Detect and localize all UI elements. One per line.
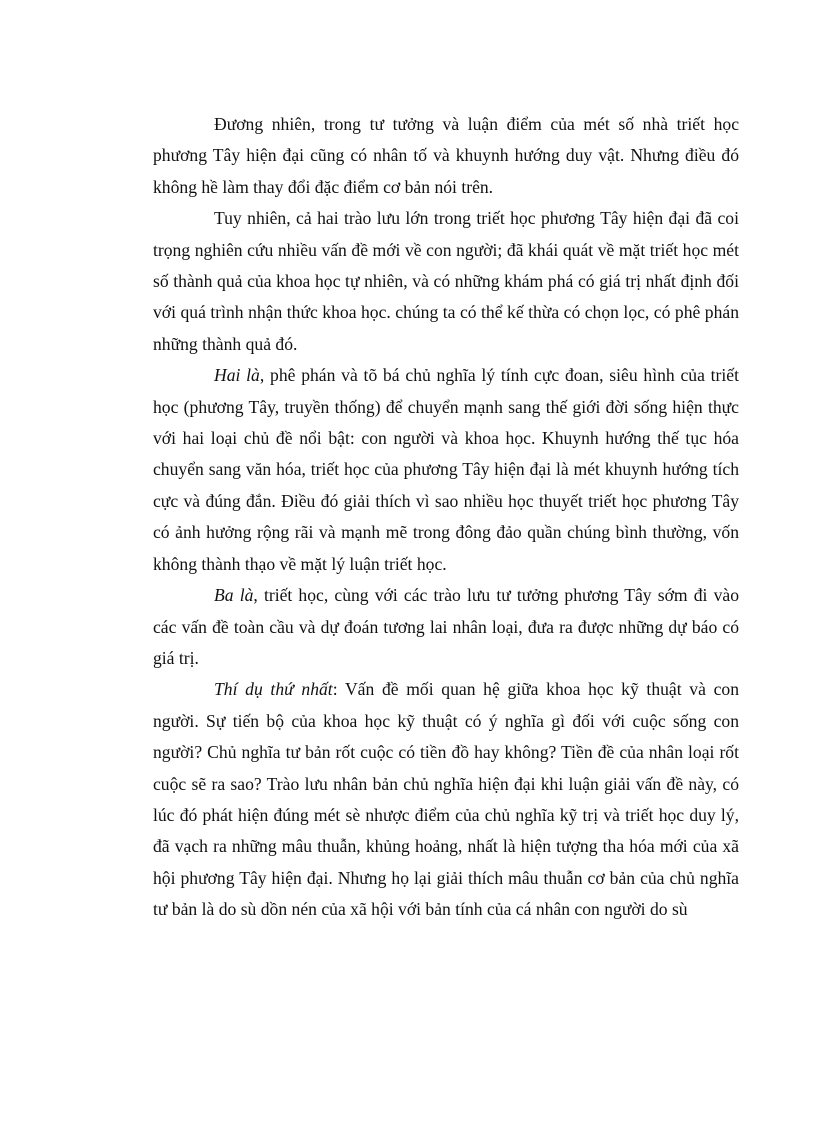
document-body [153, 109, 739, 926]
paragraph-3-text: , phê phán và tõ bá chủ nghĩa lý tính cực đoan, siêu hình của triết học (phương Tây, truyền thống) để chuyển mạnh sang thế giới đời sống hiện thực với hai loại chủ đề nổi bật: con người và khoa học. Khuynh hướng thế tục hóa chuyển sang văn hóa, triết học của phương Tây hiện đại là mét khuynh hướng tích cực và đúng đắn. Điều đó giải thích vì sao nhiều học thuyết triết học phương Tây có ảnh hưởng rộng rãi và mạnh mẽ trong đông đảo quần chúng bình thường, vốn không thành thạo về mặt lý luận triết học. [153, 365, 739, 574]
paragraph-5-lead: Thí dụ thứ nhất [214, 679, 333, 700]
paragraph-3 [153, 360, 739, 580]
paragraph-4 [153, 580, 739, 674]
paragraph-1-text: Đương nhiên, trong tư tưởng và luận điểm của mét số nhà triết học phương Tây hiện đại cũng có nhân tố và khuynh hướng duy vật. Nhưng điều đó không hề làm thay đổi đặc điểm cơ bản nói trên. [153, 114, 739, 197]
paragraph-1 [153, 109, 739, 203]
paragraph-4-text: , triết học, cùng với các trào lưu tư tưởng phương Tây sớm đi vào các vấn đề toàn cầu và dự đoán tương lai nhân loại, đưa ra được những dự báo có giá trị. [153, 585, 739, 668]
paragraph-3-lead: Hai là [214, 365, 260, 386]
paragraph-2 [153, 203, 739, 360]
paragraph-5 [153, 674, 739, 925]
paragraph-4-lead: Ba là [214, 585, 254, 606]
paragraph-2-text: Tuy nhiên, cả hai trào lưu lớn trong triết học phương Tây hiện đại đã coi trọng nghiên cứu nhiều vấn đề mới về con người; đã khái quát về mặt triết học mét số thành quả của khoa học tự nhiên, và có những khám phá có giá trị nhất định đối với quá trình nhận thức khoa học. chúng ta có thể kế thừa có chọn lọc, có phê phán những thành quả đó. [153, 208, 739, 354]
paragraph-5-text: : Vấn đề mối quan hệ giữa khoa học kỹ thuật và con người. Sự tiến bộ của khoa học kỹ thuật có ý nghĩa gì đối với cuộc sống con người? Chủ nghĩa tư bản rốt cuộc có tiền đồ hay không? Tiền đề của nhân loại rốt cuộc sẽ ra sao? Trào lưu nhân bản chủ nghĩa hiện đại khi luận giải vấn đề này, có lúc đó phát hiện đúng mét sè nhược điểm của chủ nghĩa kỹ trị và triết học duy lý, đã vạch ra những mâu thuẫn, khủng hoảng, nhất là hiện tượng tha hóa mới của xã hội phương Tây hiện đại. Nhưng họ lại giải thích mâu thuẫn cơ bản của chủ nghĩa tư bản là do sù dồn nén của xã hội với bản tính của cá nhân con người do sù [153, 679, 739, 920]
